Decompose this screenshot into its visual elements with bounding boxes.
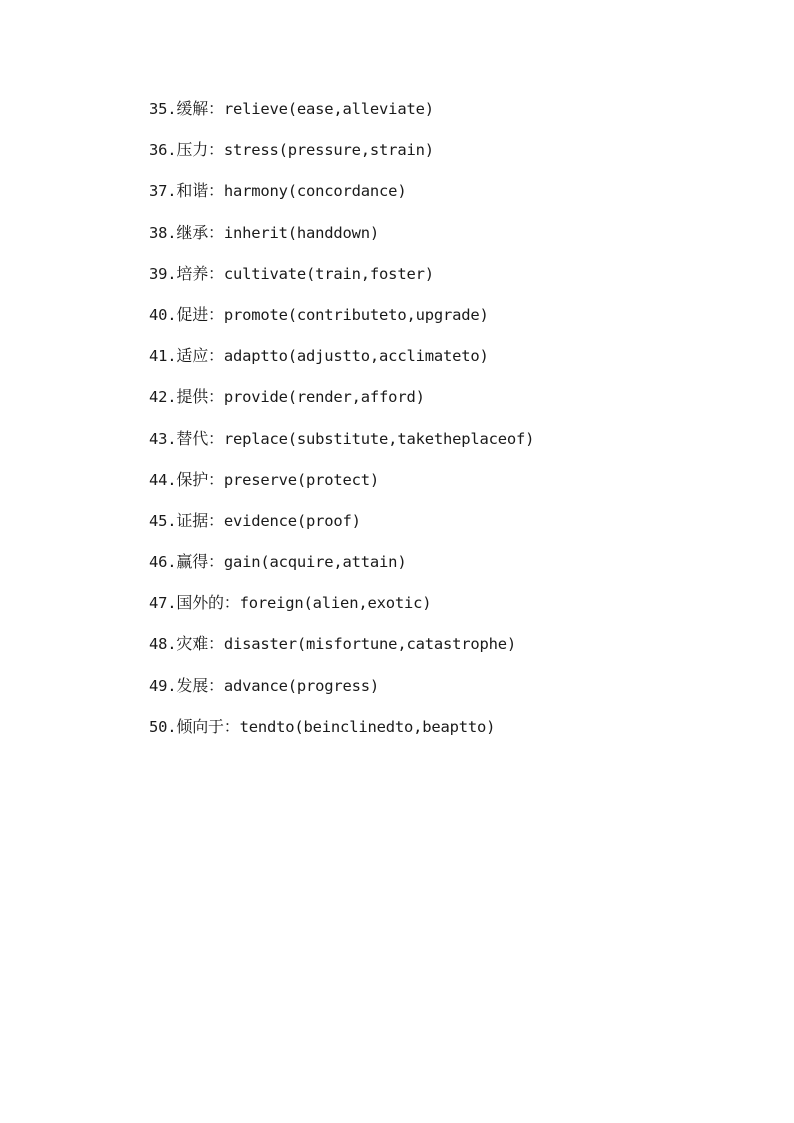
entry-english-words: foreign(alien,exotic) [239,594,432,613]
entry-number: 45. [149,511,177,530]
entry-english-words: disaster(misfortune,catastrophe) [223,635,517,654]
vocab-entry [149,302,534,343]
vocab-entry [149,590,534,631]
entry-english-words: inherit(handdown) [223,223,380,242]
vocab-entry [149,96,534,137]
vocab-entry [149,508,534,549]
entry-chinese-term: 保护： [176,469,224,489]
vocab-entry [149,384,534,425]
entry-number: 39. [149,264,177,283]
entry-english-words: stress(pressure,strain) [223,141,434,160]
entry-number: 47. [149,594,177,613]
entry-number: 42. [149,388,177,407]
entry-number: 38. [149,223,177,242]
entry-english-words: cultivate(train,foster) [223,264,434,283]
entry-english-words: provide(render,afford) [223,388,425,407]
vocab-entry [149,467,534,508]
entry-number: 41. [149,347,177,366]
vocab-entry [149,549,534,590]
entry-english-words: evidence(proof) [223,511,361,530]
entry-english-words: promote(contributeto,upgrade) [223,305,489,324]
entry-english-words: adaptto(adjustto,acclimateto) [223,347,489,366]
entry-chinese-term: 替代： [176,428,224,448]
vocab-entry [149,220,534,261]
vocab-entry [149,714,534,755]
entry-english-words: relieve(ease,alleviate) [223,100,434,118]
entry-english-words: advance(progress) [223,676,380,695]
vocab-entry [149,343,534,384]
entry-english-words: gain(acquire,attain) [223,553,407,572]
entry-number: 48. [149,635,177,654]
entry-number: 40. [149,305,177,324]
entry-chinese-term: 赢得： [176,552,224,572]
vocab-entry [149,673,534,714]
entry-number: 50. [149,717,177,736]
entry-english-words: preserve(protect) [223,470,380,489]
entry-number: 43. [149,429,177,448]
entry-chinese-term: 国外的： [176,593,240,613]
entry-english-words: tendto(beinclinedto,beaptto) [239,717,496,736]
entry-chinese-term: 适应： [176,346,224,366]
entry-chinese-term: 提供： [176,387,224,407]
vocab-entry [149,631,534,672]
vocabulary-list [149,96,534,755]
entry-english-words: replace(substitute,taketheplaceof) [223,429,535,448]
entry-chinese-term: 促进： [176,304,224,324]
entry-chinese-term: 压力： [176,140,224,160]
vocab-entry [149,426,534,467]
entry-chinese-term: 培养： [176,263,224,283]
entry-english-words: harmony(concordance) [223,182,407,201]
entry-number: 36. [149,141,177,160]
entry-chinese-term: 继承： [176,222,224,242]
entry-chinese-term: 和谐： [176,181,224,201]
entry-chinese-term: 证据： [176,510,224,530]
entry-number: 49. [149,676,177,695]
entry-chinese-term: 缓解： [176,99,224,118]
entry-chinese-term: 倾向于： [176,716,240,736]
entry-chinese-term: 灾难： [176,634,224,654]
entry-number: 35. [149,100,177,118]
vocab-entry [149,261,534,302]
entry-number: 37. [149,182,177,201]
entry-chinese-term: 发展： [176,675,224,695]
vocab-entry [149,137,534,178]
entry-number: 46. [149,553,177,572]
vocab-entry [149,178,534,219]
entry-number: 44. [149,470,177,489]
